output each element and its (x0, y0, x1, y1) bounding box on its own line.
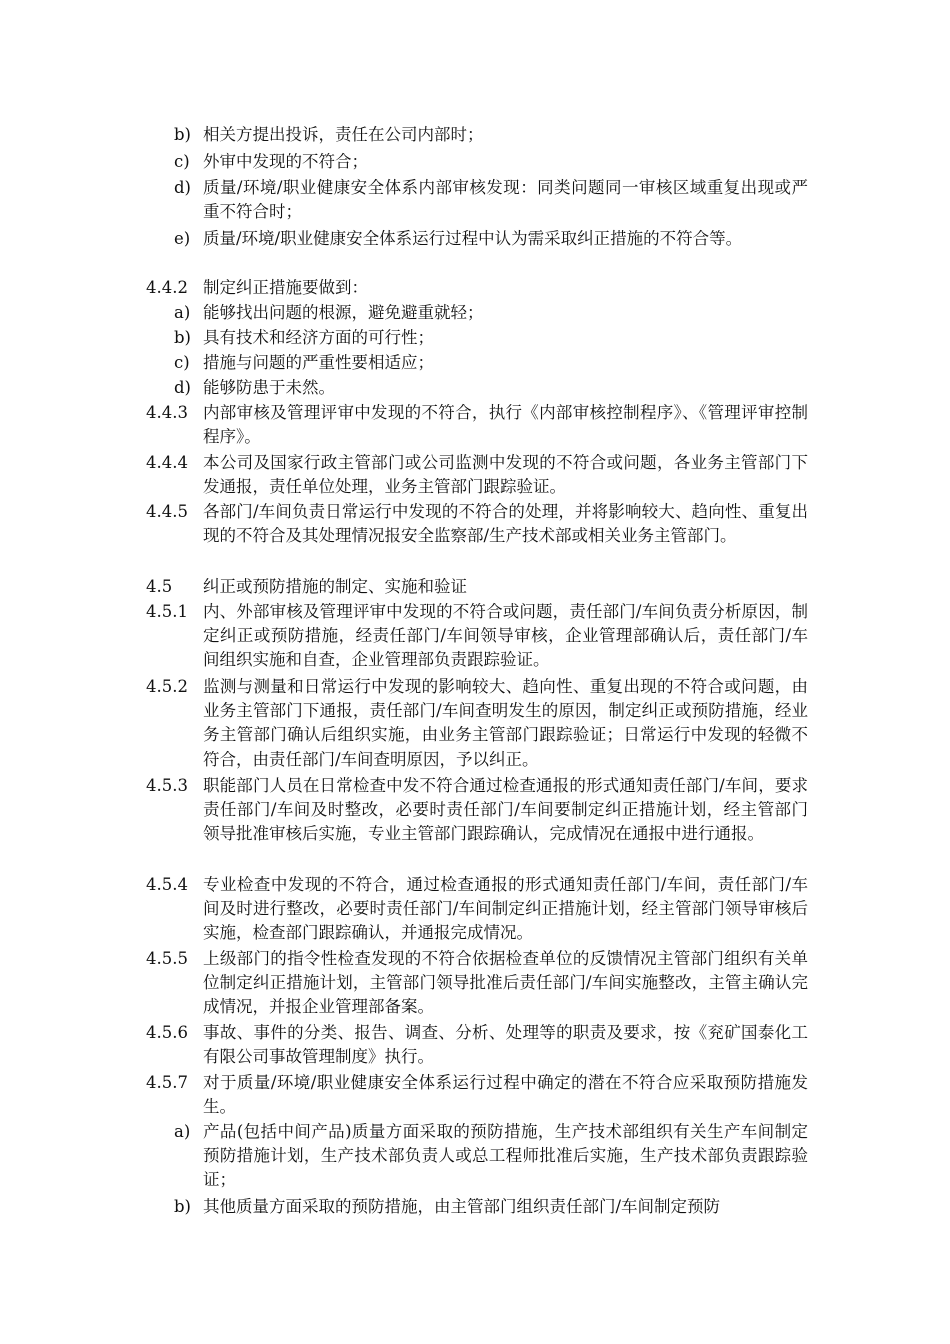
list-item (174, 1120, 808, 1193)
item-label: c) (174, 152, 190, 171)
item-text: 具有技术和经济方面的可行性； (203, 328, 434, 347)
section-clause (146, 675, 808, 772)
section-clause (146, 276, 808, 300)
section-clause (146, 600, 808, 673)
item-text: 质量/环境/职业健康安全体系内部审核发现：同类问题同一审核区域重复出现或严重不符合时； (203, 178, 808, 222)
section-clause (146, 774, 808, 847)
clause-number: 4.5.7 (146, 1073, 188, 1092)
clause-number: 4.4.4 (146, 453, 188, 472)
list-item (174, 351, 808, 375)
section-clause (146, 451, 808, 499)
clause-text: 内部审核及管理评审中发现的不符合，执行《内部审核控制程序》、《管理评审控制程序》。 (203, 403, 808, 447)
list-item (174, 176, 808, 224)
clause-number: 4.4.3 (146, 403, 188, 422)
item-label: b) (174, 125, 191, 144)
clause-number: 4.5.5 (146, 949, 188, 968)
section-clause (146, 1071, 808, 1119)
clause-number: 4.4.5 (146, 502, 188, 521)
clause-text: 专业检查中发现的不符合，通过检查通报的形式通知责任部门/车间，责任部门/车间及时进行整改，必要时责任部门/车间制定纠正措施计划，经主管部门领导审核后实施，检查部门跟踪确认，并通报完成情况。 (203, 875, 808, 943)
item-text: 能够找出问题的根源，避免避重就轻； (203, 303, 484, 322)
item-text: 措施与问题的严重性要相适应； (203, 353, 434, 372)
clause-number: 4.5.4 (146, 875, 188, 894)
clause-text: 事故、事件的分类、报告、调查、分析、处理等的职责及要求，按《兖矿国泰化工有限公司事故管理制度》执行。 (203, 1023, 808, 1067)
list-item (174, 150, 808, 174)
list-item (174, 227, 808, 251)
list-item (174, 326, 808, 350)
clause-text: 对于质量/环境/职业健康安全体系运行过程中确定的潜在不符合应采取预防措施发生。 (203, 1073, 808, 1117)
clause-text: 职能部门人员在日常检查中发不符合通过检查通报的形式通知责任部门/车间，要求责任部门/车间及时整改，必要时责任部门/车间要制定纠正措施计划，经主管部门领导批准审核后实施，专业主管部门跟踪确认，完成情况在通报中进行通报。 (203, 776, 808, 844)
item-label: e) (174, 229, 191, 248)
clause-number: 4.5.6 (146, 1023, 188, 1042)
item-text: 其他质量方面采取的预防措施，由主管部门组织责任部门/车间制定预防 (203, 1197, 721, 1216)
list-item (174, 123, 808, 147)
item-label: d) (174, 178, 191, 197)
item-text: 相关方提出投诉，责任在公司内部时； (203, 125, 484, 144)
section-title: 纠正或预防措施的制定、实施和验证 (203, 577, 467, 596)
section-number: 4.5 (146, 577, 173, 596)
item-label: a) (174, 1122, 191, 1141)
section-clause (146, 500, 808, 548)
item-label: b) (174, 328, 191, 347)
list-item (174, 301, 808, 325)
item-text: 外审中发现的不符合； (203, 152, 368, 171)
item-text: 产品(包括中间产品)质量方面采取的预防措施，生产技术部组织有关生产车间制定预防措施计划，生产技术部负责人或总工程师批准后实施，生产技术部负责跟踪验证； (203, 1122, 808, 1190)
section-clause (146, 873, 808, 946)
clause-text: 各部门/车间负责日常运行中发现的不符合的处理，并将影响较大、趋向性、重复出现的不符合及其处理情况报安全监察部/生产技术部或相关业务主管部门。 (203, 502, 808, 546)
list-item (174, 1195, 808, 1219)
section-heading (146, 575, 808, 599)
section-clause (146, 947, 808, 1020)
item-text: 能够防患于未然。 (203, 378, 335, 397)
clause-text: 本公司及国家行政主管部门或公司监测中发现的不符合或问题，各业务主管部门下发通报，责任单位处理，业务主管部门跟踪验证。 (203, 453, 808, 497)
clause-number: 4.5.2 (146, 677, 188, 696)
clause-text: 上级部门的指令性检查发现的不符合依据检查单位的反馈情况主管部门组织有关单位制定纠正措施计划，主管部门领导批准后责任部门/车间实施整改，主管主确认完成情况，并报企业管理部备案。 (203, 949, 808, 1017)
item-label: a) (174, 303, 191, 322)
clause-text: 制定纠正措施要做到： (203, 278, 368, 297)
clause-text: 内、外部审核及管理评审中发现的不符合或问题，责任部门/车间负责分析原因，制定纠正或预防措施，经责任部门/车间领导审核，企业管理部确认后，责任部门/车间组织实施和自查，企业管理部负责跟踪验证。 (203, 602, 808, 670)
item-label: b) (174, 1197, 191, 1216)
list-item (174, 376, 808, 400)
clause-number: 4.4.2 (146, 278, 188, 297)
section-clause (146, 1021, 808, 1069)
item-label: c) (174, 353, 190, 372)
clause-number: 4.5.3 (146, 776, 188, 795)
item-label: d) (174, 378, 191, 397)
item-text: 质量/环境/职业健康安全体系运行过程中认为需采取纠正措施的不符合等。 (203, 229, 743, 248)
clause-number: 4.5.1 (146, 602, 188, 621)
clause-text: 监测与测量和日常运行中发现的影响较大、趋向性、重复出现的不符合或问题，由业务主管部门下通报，责任部门/车间查明发生的原因，制定纠正或预防措施，经业务主管部门确认后组织实施，由业务主管部门跟踪验证；日常运行中发现的轻微不符合，由责任部门/车间查明原因，予以纠正。 (203, 677, 808, 769)
section-clause (146, 401, 808, 449)
